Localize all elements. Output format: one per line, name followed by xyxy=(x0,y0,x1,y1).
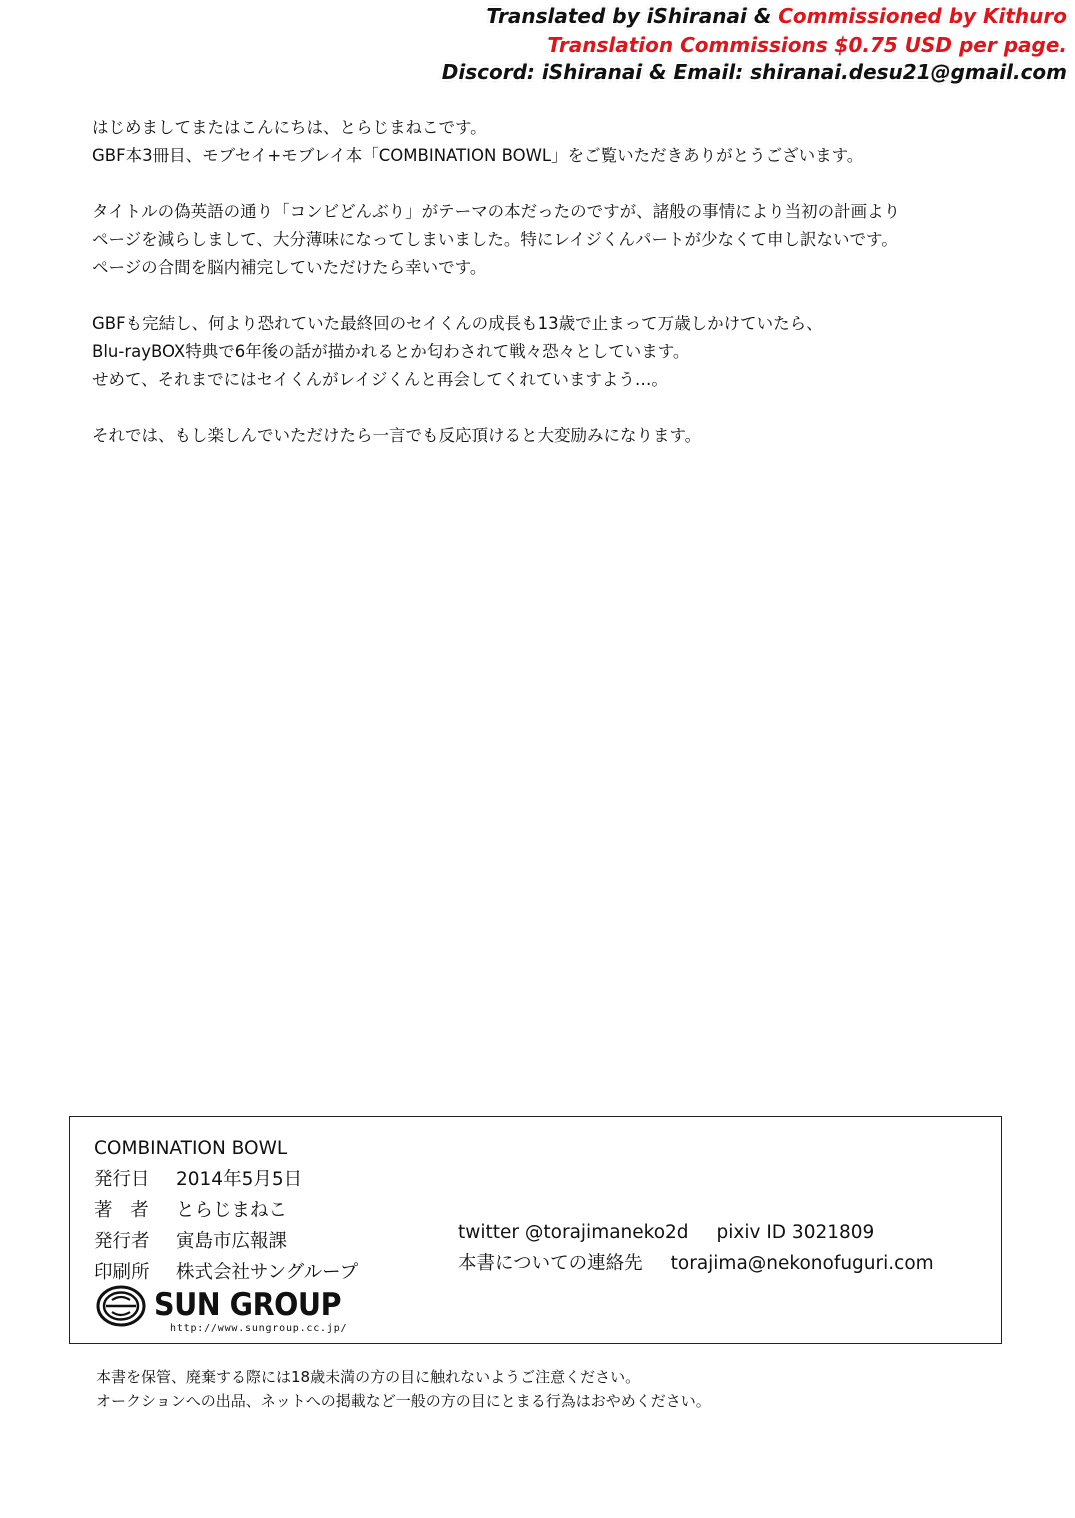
sun-group-url: http://www.sungroup.cc.jp/ xyxy=(170,1323,348,1334)
colophon-contacts xyxy=(458,1217,934,1279)
colophon-publisher-row xyxy=(94,1226,358,1257)
afterword-line: せめて、それまでにはセイくんがレイジくんと再会してくれていますよう…。 xyxy=(92,370,668,389)
colophon-printer-row xyxy=(94,1257,358,1288)
publisher-value: 寅島市広報課 xyxy=(176,1231,288,1252)
afterword-line: ページを減らしまして、大分薄味になってしまいました。特にレイジくんパートが少なくて申し訳ないです。 xyxy=(92,230,898,249)
contact-row xyxy=(458,1248,934,1279)
social-row xyxy=(458,1217,934,1248)
afterword-line: ページの合間を脳内補完していただけたら幸いです。 xyxy=(92,258,487,277)
printer-value: 株式会社サングループ xyxy=(176,1262,359,1283)
translator-credit-a: Translated by iShiranai & xyxy=(486,4,779,28)
sun-group-logo-icon xyxy=(96,1285,146,1327)
author-value: とらじまねこ xyxy=(176,1200,288,1221)
afterword-line: GBFも完結し、何より恐れていた最終回のセイくんの成長も13歳で止まって万歳しかけていたら、 xyxy=(92,314,823,333)
commission-price: Translation Commissions $0.75 USD per page. xyxy=(547,33,1067,57)
publisher-label: 発行者 xyxy=(94,1231,150,1252)
afterword-line: Blu-rayBOX特典で6年後の話が描かれるとか匂わされて戦々恐々としています。 xyxy=(92,342,690,361)
translator-credit xyxy=(487,4,1067,28)
notice-line: オークションへの出品、ネットへの掲載など一般の方の目にとまる行為はおやめください。 xyxy=(96,1392,711,1410)
contact-label: 本書についての連絡先 xyxy=(458,1253,643,1274)
colophon-author-row xyxy=(94,1195,358,1226)
sun-group-logo xyxy=(96,1285,396,1339)
translator-credit-b: Commissioned by Kithuro xyxy=(778,4,1067,28)
printer-label: 印刷所 xyxy=(94,1262,150,1283)
afterword-line: それでは、もし楽しんでいただけたら一言でも反応頂けると大変励みになります。 xyxy=(92,426,702,445)
colophon-box xyxy=(69,1116,1002,1344)
author-label: 著者 xyxy=(94,1200,167,1221)
notice-line: 本書を保管、廃棄する際には18歳未満の方の目に触れないようご注意ください。 xyxy=(96,1368,641,1386)
afterword xyxy=(92,114,1012,450)
afterword-line: GBF本3冊目、モブセイ+モブレイ本「COMBINATION BOWL」をご覧いただきありがとうございます。 xyxy=(92,146,864,165)
colophon-title: COMBINATION BOWL xyxy=(94,1138,288,1159)
date-label: 発行日 xyxy=(94,1169,150,1190)
colophon-date-row xyxy=(94,1164,358,1195)
age-notice xyxy=(96,1365,711,1413)
contact-info: Discord: iShiranai & Email: shiranai.desu21@gmail.com xyxy=(441,60,1067,84)
contact-email: torajima@nekonofuguri.com xyxy=(670,1253,934,1274)
afterword-line: はじめましてまたはこんにちは、とらじまねこです。 xyxy=(92,118,487,137)
sun-group-logo-text: SUN GROUP xyxy=(154,1287,342,1323)
twitter-handle: twitter @torajimaneko2d xyxy=(458,1222,689,1243)
afterword-line: タイトルの偽英語の通り「コンビどんぶり」がテーマの本だったのですが、諸般の事情により当初の計画より xyxy=(92,202,901,221)
pixiv-id: pixiv ID 3021809 xyxy=(716,1222,875,1243)
date-value: 2014年5月5日 xyxy=(176,1169,303,1190)
